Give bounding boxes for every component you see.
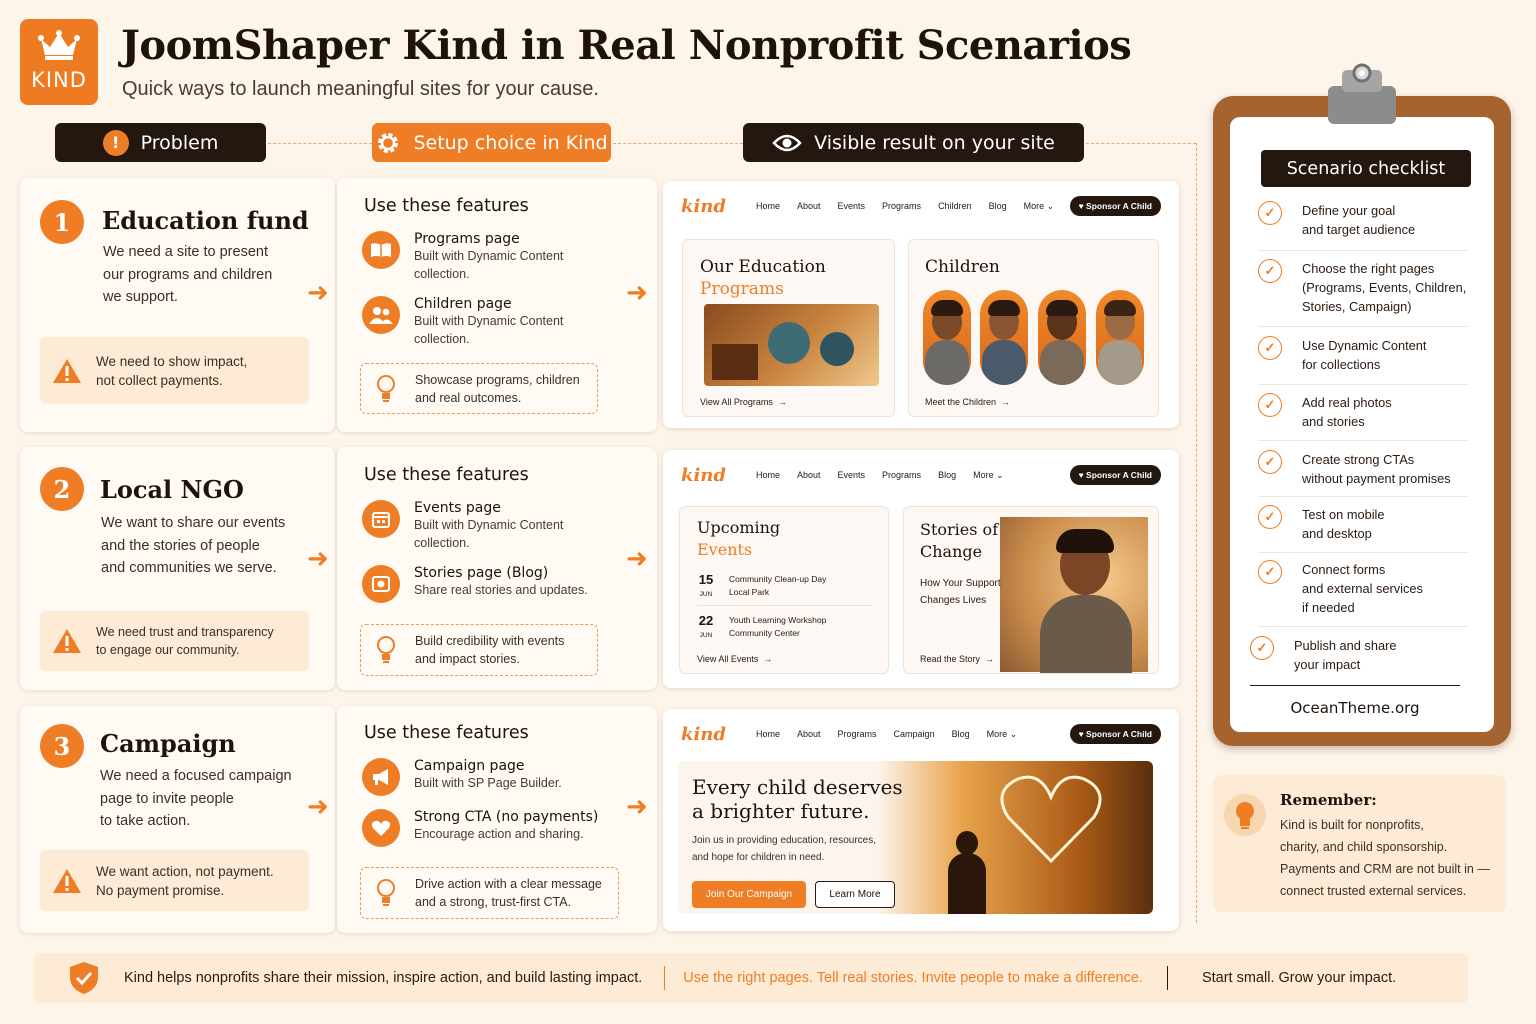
site-brand[interactable]: kind <box>681 464 726 486</box>
clipboard-clip-icon <box>1318 60 1406 126</box>
nav-link[interactable]: About <box>797 469 821 480</box>
campaign-description: Join us in providing education, resources, and hope for children in need. <box>692 835 876 863</box>
view-programs-link[interactable]: View All Programs → <box>700 397 787 407</box>
page-subtitle: Quick ways to launch meaningful sites for your cause. <box>122 78 599 100</box>
feature-strong-cta: Strong CTA (no payments) Encourage action and sharing. <box>362 809 598 847</box>
feature-events-page: Events page Built with Dynamic Content collection. <box>362 500 563 552</box>
site-preview-education <box>663 181 1179 428</box>
checklist-item[interactable]: ✓ Use Dynamic Content for collections <box>1258 336 1468 385</box>
megaphone-icon <box>362 758 400 796</box>
meet-children-link[interactable]: Meet the Children → <box>925 397 1011 407</box>
column-header-result: Visible result on your site <box>743 123 1084 162</box>
site-nav <box>681 195 1161 217</box>
children-panel <box>908 239 1159 417</box>
nav-link[interactable]: Blog <box>988 200 1007 211</box>
connector-line <box>613 143 743 144</box>
nav-link[interactable]: Campaign <box>893 728 935 739</box>
checklist-item[interactable]: ✓ Test on mobile and desktop <box>1258 505 1468 553</box>
checklist-item[interactable]: ✓ Publish and share your impact <box>1250 636 1460 686</box>
scenario-description: We need a focused campaign page to invite people to take action. <box>100 768 292 829</box>
arrow-right-icon: ➜ <box>307 278 329 308</box>
child-photo <box>1038 290 1086 385</box>
join-campaign-button[interactable]: Join Our Campaign <box>692 881 806 908</box>
checklist-site: OceanTheme.org <box>1290 699 1420 717</box>
check-icon: ✓ <box>1250 636 1274 660</box>
warning-box: We want action, not payment. No payment promise. <box>40 850 309 911</box>
nav-link[interactable]: About <box>797 728 821 739</box>
checklist-item[interactable]: ✓ Choose the right pages (Programs, Events, Children, Stories, Campaign) <box>1258 259 1468 327</box>
features-heading: Use these features <box>364 196 529 216</box>
heart-icon <box>362 809 400 847</box>
feature-stories-page: Stories page (Blog) Share real stories and updates. <box>362 565 588 603</box>
sponsor-button[interactable]: ♥ Sponsor A Child <box>1070 724 1161 744</box>
nav-link[interactable]: More ⌄ <box>1023 200 1055 211</box>
nav-link[interactable]: Home <box>755 469 780 480</box>
warning-icon <box>52 868 82 894</box>
arrow-right-icon: ➜ <box>307 792 329 822</box>
lightbulb-icon <box>375 635 397 665</box>
connector-line <box>1086 143 1196 144</box>
books-globe-image <box>704 304 879 386</box>
footer-tagline: Use the right pages. Tell real stories. Invite people to make a difference. <box>683 970 1143 986</box>
checklist-item[interactable]: ✓ Define your goal and target audience <box>1258 201 1468 251</box>
panel-title: Our Education Programs <box>700 257 826 299</box>
kind-logo <box>20 19 98 105</box>
child-photo <box>1096 290 1144 385</box>
page-title: JoomShaper Kind in Real Nonprofit Scenarios <box>121 22 1132 69</box>
nav-link[interactable]: Events <box>837 200 866 211</box>
site-preview-ngo <box>663 450 1179 688</box>
scenario-number: 2 <box>40 467 84 511</box>
nav-link[interactable]: Home <box>755 728 780 739</box>
footer-bar <box>34 953 1468 1003</box>
nav-link[interactable]: Children <box>938 200 972 211</box>
site-nav <box>681 464 1161 486</box>
logo-text: KIND <box>31 68 87 92</box>
boy-photo <box>1000 517 1148 672</box>
learn-more-button[interactable]: Learn More <box>815 881 895 908</box>
panel-title: Upcoming Events <box>697 518 781 559</box>
programs-panel <box>682 239 895 417</box>
child-photo <box>980 290 1028 385</box>
book-icon <box>362 231 400 269</box>
arrow-right-icon: ➜ <box>626 792 648 822</box>
feature-programs-page: Programs page Built with Dynamic Content collection. <box>362 231 563 283</box>
campaign-hero <box>678 761 1153 914</box>
check-icon: ✓ <box>1258 450 1282 474</box>
check-icon: ✓ <box>1258 393 1282 417</box>
gear-icon <box>375 130 401 156</box>
remember-title: Remember: <box>1280 791 1377 809</box>
story-icon <box>362 565 400 603</box>
connector-line <box>268 143 372 144</box>
scenario-title: Campaign <box>100 729 236 758</box>
footer-mission: Kind helps nonprofits share their mission, inspire action, and build lasting impact. <box>124 970 643 986</box>
connector-line <box>1196 143 1197 923</box>
panel-title: Stories of Change <box>920 520 999 561</box>
footer-closing: Start small. Grow your impact. <box>1201 970 1397 986</box>
check-icon: ✓ <box>1258 560 1282 584</box>
nav-link[interactable]: Programs <box>882 469 922 480</box>
campaign-headline: Every child deserves a brighter future. <box>692 775 903 823</box>
eye-icon <box>772 133 802 153</box>
column-header-problem: ! Problem <box>55 123 266 162</box>
calendar-icon <box>362 500 400 538</box>
arrow-right-icon: ➜ <box>626 278 648 308</box>
nav-link[interactable]: Home <box>755 200 780 211</box>
site-brand[interactable]: kind <box>681 195 726 217</box>
tip-box: Drive action with a clear message and a strong, trust-first CTA. <box>360 867 619 919</box>
features-heading: Use these features <box>364 465 529 485</box>
site-nav <box>681 723 1161 745</box>
glowing-heart-icon <box>996 769 1106 869</box>
sponsor-button[interactable]: ♥ Sponsor A Child <box>1070 196 1161 216</box>
scenario-number: 1 <box>40 200 84 244</box>
tip-box: Build credibility with events and impact stories. <box>360 624 598 676</box>
scenario-description: We need a site to present our programs and children we support. <box>103 244 273 305</box>
event-item[interactable]: 15 JUN Community Clean-up Day Local Park <box>698 572 827 598</box>
features-heading: Use these features <box>364 723 529 743</box>
nav-link[interactable]: About <box>797 200 821 211</box>
child-photo <box>923 290 971 385</box>
events-panel <box>679 506 889 674</box>
check-icon: ✓ <box>1258 201 1282 225</box>
lightbulb-icon <box>375 878 397 908</box>
checklist-item[interactable]: ✓ Add real photos and stories <box>1258 393 1468 441</box>
child-silhouette <box>944 831 990 914</box>
check-icon: ✓ <box>1258 505 1282 529</box>
nav-link[interactable]: More ⌄ <box>973 469 1004 480</box>
warning-icon <box>52 358 82 384</box>
scenario-number: 3 <box>40 724 84 768</box>
feature-children-page: Children page Built with Dynamic Content collection. <box>362 296 563 348</box>
nav-link[interactable]: More ⌄ <box>986 728 1018 739</box>
warning-icon <box>52 628 82 654</box>
remember-text: Kind is built for nonprofits, charity, and child sponsorship. Payments and CRM are not built in — connect trusted external services. <box>1280 818 1490 898</box>
sponsor-button[interactable]: ♥ Sponsor A Child <box>1070 465 1161 485</box>
tip-box: Showcase programs, children and real outcomes. <box>360 363 598 414</box>
warning-box: We need trust and transparency to engage our community. <box>40 611 309 671</box>
nav-link[interactable]: Programs <box>837 728 877 739</box>
remember-box <box>1213 775 1506 912</box>
nav-link[interactable]: Blog <box>938 469 957 480</box>
stories-panel <box>903 506 1159 674</box>
panel-title: Children <box>925 257 1000 277</box>
scenario-title: Education fund <box>102 206 309 235</box>
read-story-link[interactable]: Read the Story → <box>920 654 995 664</box>
view-events-link[interactable]: View All Events → <box>697 654 773 664</box>
scenario-description: We want to share our events and the stories of people and communities we serve. <box>101 515 286 576</box>
lightbulb-icon <box>375 374 397 404</box>
check-icon: ✓ <box>1258 336 1282 360</box>
site-brand[interactable]: kind <box>681 723 726 745</box>
warning-box: We need to show impact, not collect payments. <box>40 337 309 404</box>
checklist-item[interactable]: ✓ Create strong CTAs without payment promises <box>1258 450 1468 497</box>
stories-description: How Your Support Changes Lives <box>920 578 1001 606</box>
exclamation-icon: ! <box>103 130 129 156</box>
people-icon <box>362 296 400 334</box>
shield-check-icon <box>68 961 100 995</box>
crown-icon <box>37 29 81 61</box>
checklist-item[interactable]: ✓ Connect forms and external services if needed <box>1258 560 1468 627</box>
nav-link[interactable]: Events <box>837 469 866 480</box>
nav-link[interactable]: Programs <box>882 200 922 211</box>
site-preview-campaign <box>663 709 1179 931</box>
scenario-title: Local NGO <box>100 475 244 504</box>
nav-link[interactable]: Blog <box>951 728 970 739</box>
event-item[interactable]: 22 JUN Youth Learning Workshop Community Center <box>698 613 827 639</box>
check-icon: ✓ <box>1258 259 1282 283</box>
feature-campaign-page: Campaign page Built with SP Page Builder. <box>362 758 562 796</box>
lightbulb-icon <box>1223 793 1267 837</box>
checklist-title: Scenario checklist <box>1261 150 1471 187</box>
column-header-setup: Setup choice in Kind <box>372 123 611 162</box>
arrow-right-icon: ➜ <box>307 544 329 574</box>
arrow-right-icon: ➜ <box>626 544 648 574</box>
